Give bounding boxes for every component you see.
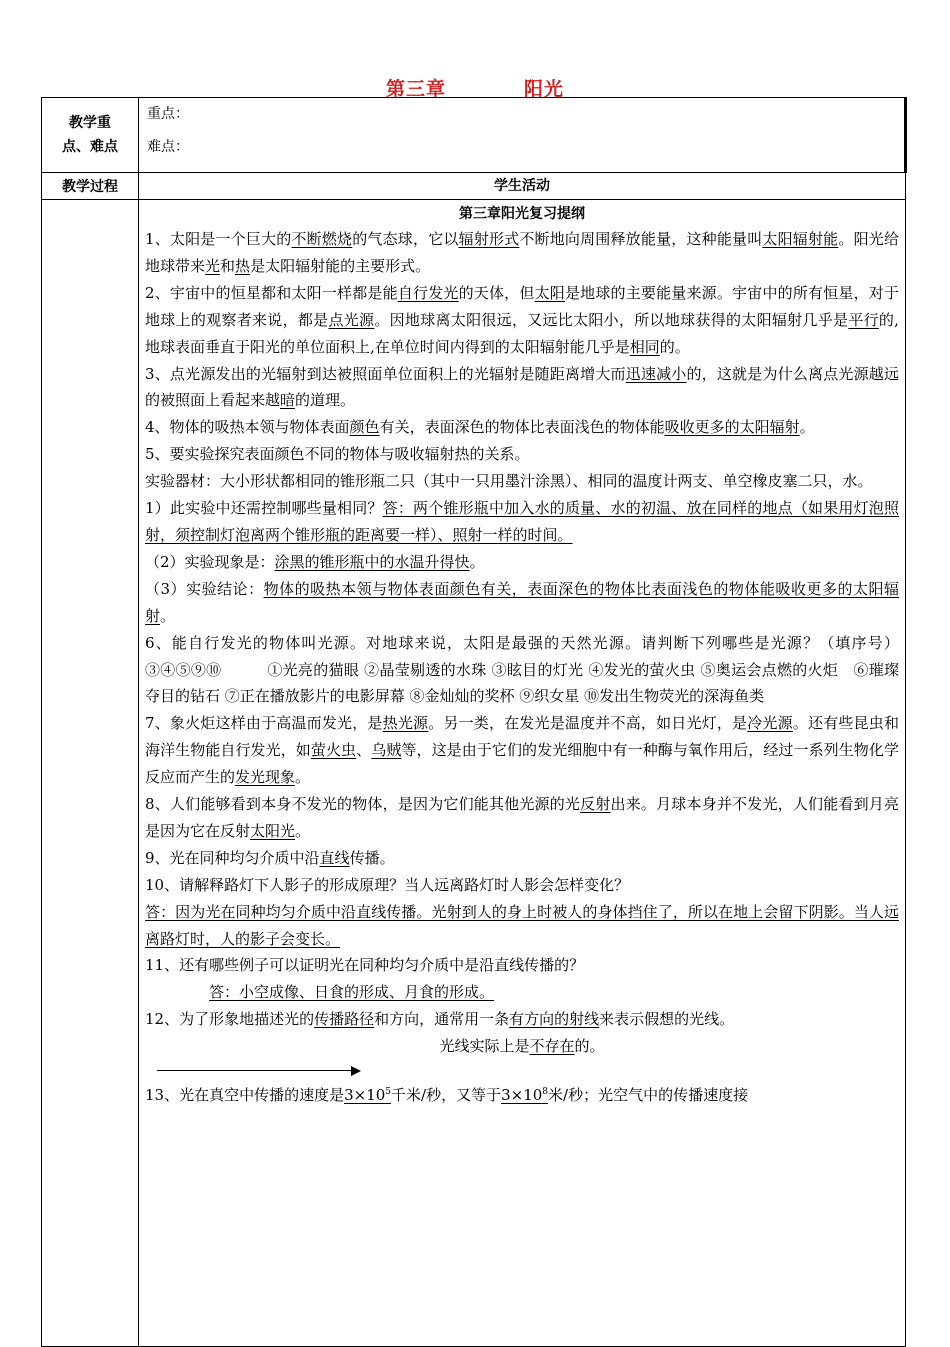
item-7: 7、象火炬这样由于高温而发光，是热光源。另一类，在发光是温度并不高，如日光灯，是冷光源。还有些昆虫和海洋生物能自行发光，如萤火虫、乌贼等，这是由于它们的发光细胞中有一种酶与氧作用后，经过一系列生物化学反应而产生的发光现象。	[145, 714, 899, 787]
item-11: 11、还有哪些例子可以证明光在同种均匀介质中是沿直线传播的？	[145, 956, 585, 975]
item-4: 4、物体的吸热本领与物体表面颜色有关，表面深色的物体比表面浅色的物体能吸收更多的太阳辐射。	[145, 418, 815, 437]
key-points-cell	[139, 98, 906, 173]
item-3: 3、点光源发出的光辐射到达被照面单位面积上的光辐射是随距离增大而迅速减小的，这就是为什么离点光源越远的被照面上看起来越暗的道理。	[145, 364, 899, 410]
item-1: 1、太阳是一个巨大的不断燃烧的气态球，它以辐射形式不断地向周围释放能量，这种能量叫太阳辐射能。阳光给地球带来光和热是太阳辐射能的主要形式。	[145, 230, 899, 275]
item-8: 8、人们能够看到本身不发光的物体，是因为它们能其他光源的光反射出来。月球本身并不发光，人们能看到月亮是因为它在反射太阳光。	[145, 795, 899, 840]
item-2: 2、宇宙中的恒星都和太阳一样都是能自行发光的天体，但太阳是地球的主要能量来源。宇宙中的所有恒星，对于地球上的观察者来说，都是点光源。因地球离太阳很远，又远比太阳小，所以地球获得的太阳辐射几乎是平行的,地球表面垂直于阳光的单位面积上,在单位时间内得到的太阳辐射能几乎是相同的。	[145, 283, 899, 356]
key-points-row	[42, 98, 906, 173]
question-3: （3）实验结论：物体的吸热本领与物体表面颜色有关，表面深色的物体比表面浅色的物体能吸收更多的太阳辐射。	[145, 579, 899, 625]
question-1: 1）此实验中还需控制哪些量相同？答：两个锥形瓶中加入水的质量、水的初温、放在同样的地点（如果用灯泡照射，须控制灯泡离两个锥形瓶的距离要一样）、照射一样的时间。	[145, 499, 900, 544]
answer-11: 答：小空成像、日食的形成、月食的形成。	[209, 983, 495, 1002]
outline-title: 第三章阳光复习提纲	[459, 206, 585, 222]
item-5: 5、要实验探究表面颜色不同的物体与吸收辐射热的关系。	[145, 445, 530, 464]
process-label: 教学过程	[42, 173, 139, 200]
lesson-table	[41, 97, 907, 1347]
item-13: 13、光在真空中传播的速度是$3\times 10^5$千米/秒，又等于$3\times 10^8$米/秒；光空气中的传播速度接	[145, 1086, 749, 1105]
review-outline	[139, 200, 906, 1347]
process-header-row	[42, 173, 906, 200]
content-row	[42, 200, 906, 1347]
key-point-field: 重点：	[147, 106, 189, 122]
item-6: 6、能自行发光的物体叫光源。对地球来说，太阳是最强的天然光源。请判断下列哪些是光源？（填序号）③④⑤⑨⑩ ①光亮的猫眼 ②晶莹剔透的水珠 ③眩目的灯光 ④发光的萤火虫 ⑤奥运会点燃的火炬 ⑥璀璨夺目的钻石 ⑦正在播放影片的电影屏幕 ⑧金灿灿的奖杯 ⑨织女星 ⑩发出生物荧光的深海鱼类	[145, 633, 899, 706]
empty-cell	[42, 200, 139, 1347]
difficulty-field: 难点：	[147, 139, 189, 155]
item-9: 9、光在同种均匀介质中沿直线传播。	[145, 848, 395, 867]
equipment: 实验器材：大小形状都相同的锥形瓶二只（其中一只用墨汁涂黑）、相同的温度计两支、单空橡皮塞二只，水。	[145, 472, 873, 491]
title-chapter: 第三章	[385, 78, 446, 100]
item-12: 12、为了形象地描述光的传播路径和方向，通常用一条有方向的射线来表示假想的光线。	[145, 1010, 735, 1029]
student-activity-header: 学生活动	[139, 173, 906, 200]
title-topic: 阳光	[524, 78, 565, 100]
key-points-label: 教学重 点、难点	[42, 98, 139, 173]
item-10: 10、请解释路灯下人影子的形成原理？当人远离路灯时人影会怎样变化？	[145, 875, 630, 894]
answer-10: 答：因为光在同种均匀介质中沿直线传播。光射到人的身上时被人的身体挡住了，所以在地上会留下阴影。当人远离路灯时，人的影子会变长。	[145, 902, 899, 948]
item-12-note: 光线实际上是不存在的。	[439, 1037, 605, 1056]
light-ray-arrow-icon	[157, 1060, 367, 1082]
question-2: （2）实验现象是：涂黑的锥形瓶中的水温升得快。	[145, 552, 485, 571]
